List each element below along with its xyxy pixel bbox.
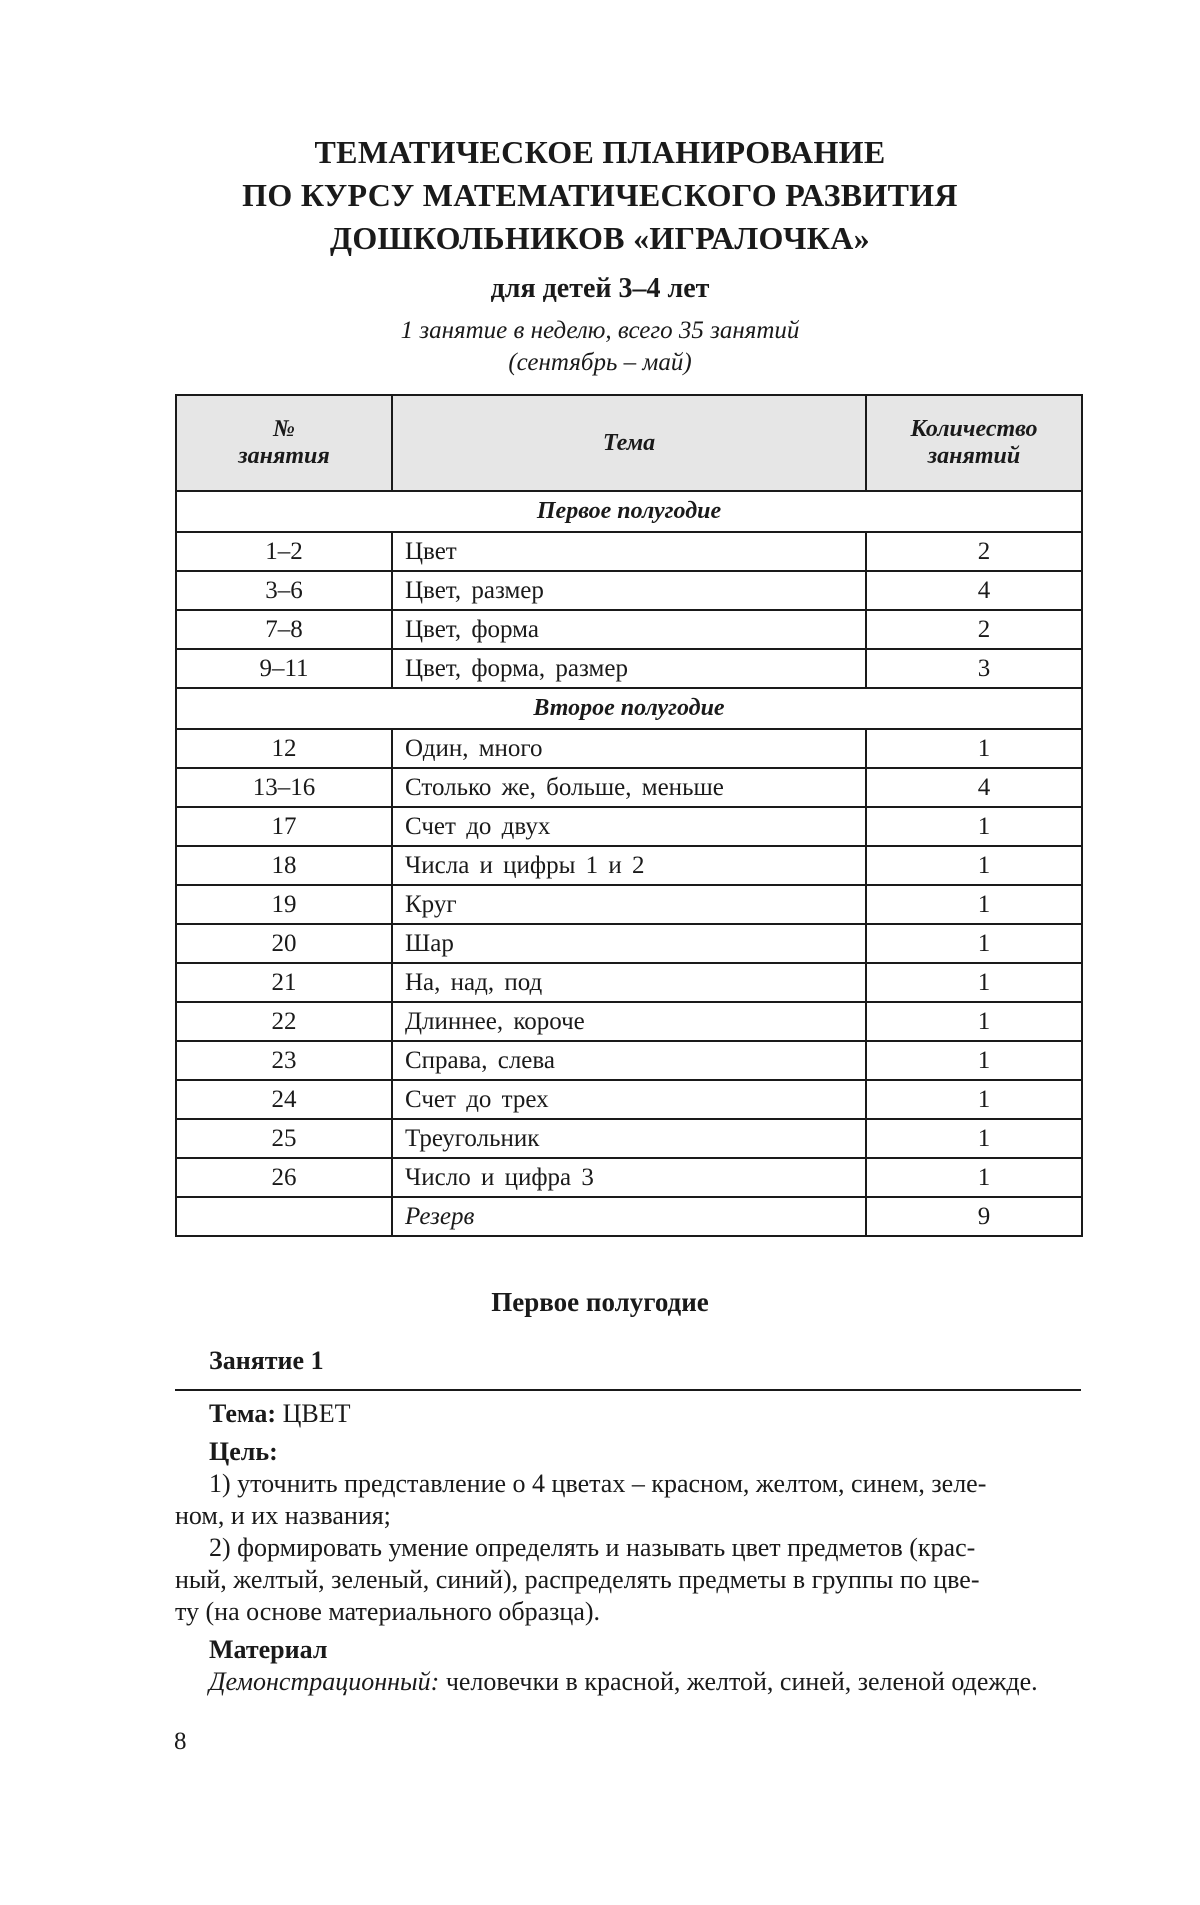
table-row [176, 768, 1082, 807]
count-cell: 1 [866, 1002, 1082, 1041]
count-cell: 3 [866, 649, 1082, 688]
schedule-note-line: 1 занятие в неделю, всего 35 занятий [400, 317, 800, 344]
theme-value: ЦВЕТ [282, 1399, 351, 1428]
topic-cell: Числа и цифры 1 и 2 [392, 846, 866, 885]
table-row [176, 807, 1082, 846]
lesson-number: Занятие 1 [209, 1346, 324, 1375]
topic-cell: Цвет, форма [392, 610, 866, 649]
header-text: занятий [927, 443, 1021, 469]
count-cell: 1 [866, 1041, 1082, 1080]
table-row [176, 1041, 1082, 1080]
topic-cell: Счет до трех [392, 1080, 866, 1119]
topic-cell: Длиннее, короче [392, 1002, 866, 1041]
goal-line: ном, и их названия; [175, 1501, 391, 1530]
goal-line: ный, желтый, зеленый, синий), распределять предметы в группы по цве- [175, 1565, 980, 1594]
theme-label: Тема: [209, 1399, 277, 1428]
goal-label: Цель: [209, 1437, 278, 1466]
goal-line: 1) уточнить представление о 4 цветах – красном, желтом, синем, зеле- [209, 1469, 987, 1498]
lesson-number-cell: 18 [176, 846, 392, 885]
header-text: занятия [238, 443, 330, 469]
page-number: 8 [174, 1728, 187, 1755]
document-title [0, 131, 1200, 260]
header-lesson-number [176, 395, 392, 491]
count-cell: 1 [866, 1119, 1082, 1158]
topic-cell: На, над, под [392, 963, 866, 1002]
section-row [176, 688, 1082, 729]
table-header-row [176, 395, 1082, 491]
table-row [176, 532, 1082, 571]
topic-cell: Один, много [392, 729, 866, 768]
table-row [176, 963, 1082, 1002]
count-cell: 4 [866, 571, 1082, 610]
lesson-number-cell: 13–16 [176, 768, 392, 807]
demo-label: Демонстрационный: [209, 1667, 440, 1696]
count-cell: 1 [866, 807, 1082, 846]
table-row [176, 571, 1082, 610]
table-row [176, 1002, 1082, 1041]
table-row [176, 924, 1082, 963]
table-row [176, 610, 1082, 649]
count-cell: 2 [866, 532, 1082, 571]
lesson-number-cell: 21 [176, 963, 392, 1002]
horizontal-rule [175, 1389, 1081, 1391]
topic-cell: Столько же, больше, меньше [392, 768, 866, 807]
count-cell: 4 [866, 768, 1082, 807]
section-row [176, 491, 1082, 532]
lesson-number-cell: 24 [176, 1080, 392, 1119]
lesson-number-cell: 22 [176, 1002, 392, 1041]
planning-table [175, 394, 1083, 1237]
count-cell: 9 [866, 1197, 1082, 1236]
lesson-number-cell: 3–6 [176, 571, 392, 610]
section-title: Второе полугодие [176, 688, 1082, 729]
table-row [176, 1158, 1082, 1197]
lesson-number-cell: 1–2 [176, 532, 392, 571]
section-title: Первое полугодие [176, 491, 1082, 532]
table-row [176, 885, 1082, 924]
topic-cell: Счет до двух [392, 807, 866, 846]
topic-cell: Справа, слева [392, 1041, 866, 1080]
topic-cell: Круг [392, 885, 866, 924]
topic-cell: Цвет [392, 532, 866, 571]
count-cell: 1 [866, 729, 1082, 768]
header-text: № [273, 416, 295, 442]
document-subtitle: для детей 3–4 лет [490, 273, 710, 304]
topic-cell: Треугольник [392, 1119, 866, 1158]
header-topic: Тема [392, 395, 866, 491]
goal-line: ту (на основе материального образца). [175, 1597, 601, 1626]
schedule-note-line: (сентябрь – май) [508, 349, 692, 376]
lesson-section-heading: Первое полугодие [491, 1287, 709, 1317]
lesson-number-cell: 17 [176, 807, 392, 846]
lesson-body [175, 1398, 1081, 1698]
material-paragraph [175, 1666, 1081, 1698]
topic-cell: Цвет, размер [392, 571, 866, 610]
lesson-number-cell: 19 [176, 885, 392, 924]
table-row [176, 729, 1082, 768]
title-line: ДОШКОЛЬНИКОВ «ИГРАЛОЧКА» [330, 220, 870, 256]
count-cell: 1 [866, 963, 1082, 1002]
count-cell: 1 [866, 885, 1082, 924]
lesson-number-cell: 20 [176, 924, 392, 963]
topic-cell: Шар [392, 924, 866, 963]
title-line: ТЕМАТИЧЕСКОЕ ПЛАНИРОВАНИЕ [314, 134, 886, 170]
material-label: Материал [209, 1635, 328, 1664]
lesson-number-cell [176, 1197, 392, 1236]
header-text: Количество [910, 416, 1038, 442]
reserve-row [176, 1197, 1082, 1236]
lesson-number-cell: 26 [176, 1158, 392, 1197]
theme-paragraph [175, 1398, 1081, 1430]
table-row [176, 846, 1082, 885]
table-row [176, 649, 1082, 688]
topic-cell: Число и цифра 3 [392, 1158, 866, 1197]
lesson-number-cell: 12 [176, 729, 392, 768]
count-cell: 1 [866, 1080, 1082, 1119]
schedule-note [0, 315, 1200, 379]
topic-cell: Цвет, форма, размер [392, 649, 866, 688]
table-row [176, 1080, 1082, 1119]
lesson-number-cell: 7–8 [176, 610, 392, 649]
lesson-number-cell: 23 [176, 1041, 392, 1080]
topic-cell: Резерв [392, 1197, 866, 1236]
table-row [176, 1119, 1082, 1158]
lesson-number-cell: 25 [176, 1119, 392, 1158]
count-cell: 1 [866, 924, 1082, 963]
header-count [866, 395, 1082, 491]
lesson-number-cell: 9–11 [176, 649, 392, 688]
count-cell: 1 [866, 1158, 1082, 1197]
goal-line: 2) формировать умение определять и называть цвет предметов (крас- [209, 1533, 976, 1562]
demo-text: человечки в красной, желтой, синей, зеленой одежде. [439, 1667, 1038, 1696]
title-line: ПО КУРСУ МАТЕМАТИЧЕСКОГО РАЗВИТИЯ [242, 177, 958, 213]
count-cell: 1 [866, 846, 1082, 885]
count-cell: 2 [866, 610, 1082, 649]
